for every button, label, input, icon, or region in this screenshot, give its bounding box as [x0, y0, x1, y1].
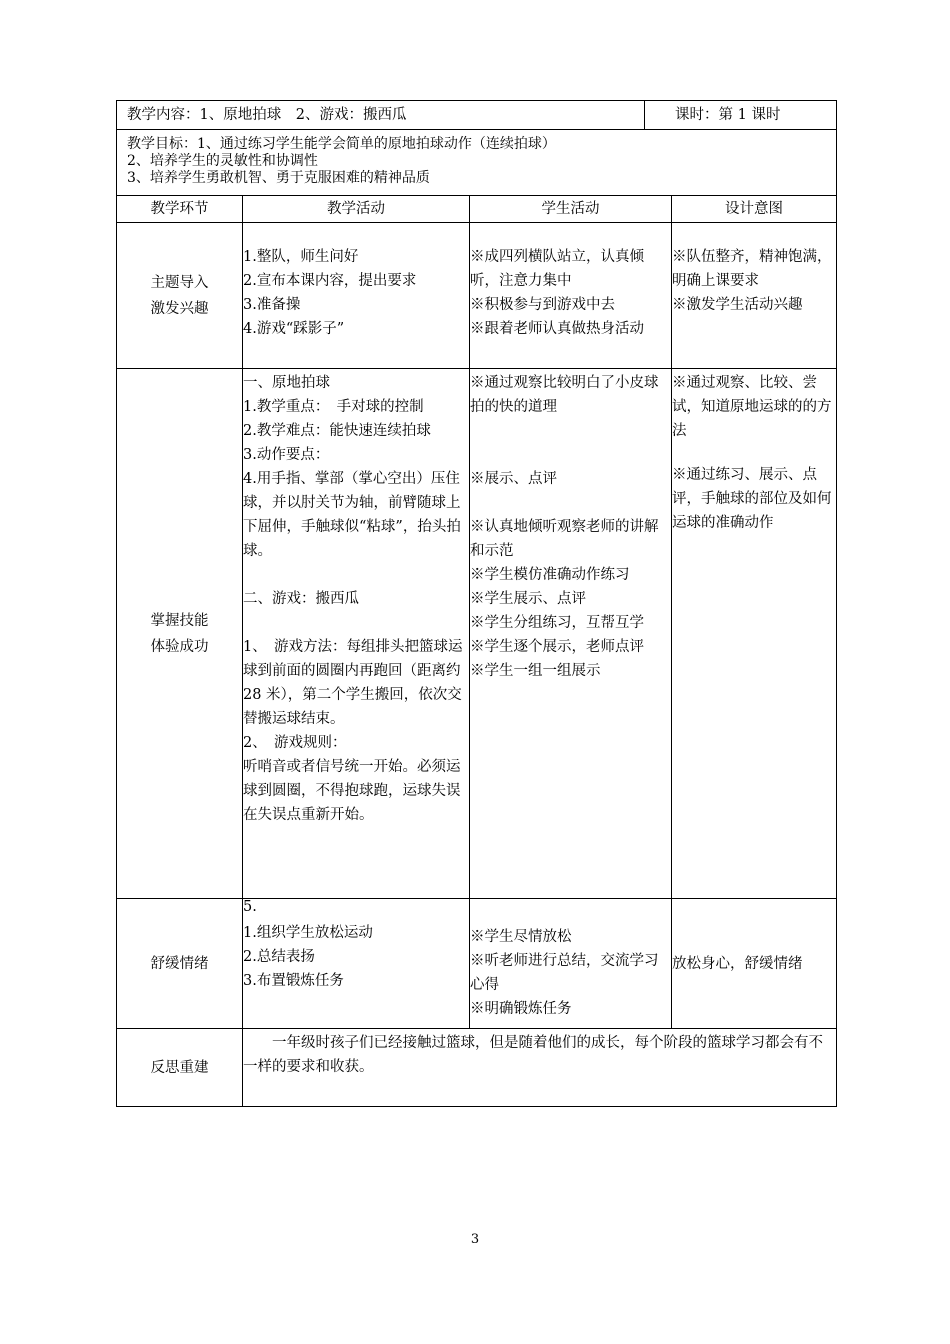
teacher-activities: 5. 1.组织学生放松运动 2.总结表扬 3.布置锻炼任务: [243, 899, 470, 1029]
lesson-content: 教学内容：1、原地拍球 2、游戏：搬西瓜: [117, 101, 645, 130]
section-row: [117, 223, 837, 369]
goals-row: [117, 130, 837, 196]
reflection-row: [117, 1029, 837, 1107]
goal-line: 2、培养学生的灵敏性和协调性: [127, 153, 318, 169]
column-header: 学生活动: [470, 196, 672, 223]
student-activities: ※成四列横队站立，认真倾听，注意力集中 ※积极参与到游戏中去 ※跟着老师认真做热身活动: [470, 223, 672, 369]
goal-line: 3、培养学生勇敢机智、勇于克服困难的精神品质: [127, 170, 430, 186]
column-header: 教学活动: [243, 196, 470, 223]
column-header: 设计意图: [672, 196, 837, 223]
teacher-activities: 一、原地拍球 1.教学重点： 手对球的控制 2.教学难点：能快速连续拍球 3.动作要点： 4.用手指、掌部（掌心空出）压住球，并以肘关节为轴，前臂随球上下屈伸，手触球似“粘球”，抬头拍球。 二、游戏：搬西瓜 1、 游戏方法：每组排头把篮球运球到前面的圆圈内再跑回（距离约 28 米），第二个学生搬回，依次交替搬运球结束。 2、 游戏规则： 听哨音或者信号统一开始。必须运球到圆圈，不得抱球跑，运球失误在失误点重新开始。: [243, 369, 470, 899]
reflection-label: 反思重建: [117, 1029, 243, 1107]
lesson-period: 课时：第 1 课时: [645, 101, 837, 130]
teacher-activities: 1.整队，师生问好 2.宣布本课内容，提出要求 3.准备操 4.游戏“踩影子”: [243, 223, 470, 369]
design-intent: ※队伍整齐，精神饱满，明确上课要求 ※激发学生活动兴趣: [672, 223, 837, 369]
page-number: 3: [470, 1232, 480, 1247]
lesson-plan-table: [116, 100, 837, 1107]
student-activities: ※通过观察比较明白了小皮球拍的快的道理 ※展示、点评 ※认真地倾听观察老师的讲解和示范 ※学生模仿准确动作练习 ※学生展示、点评 ※学生分组练习，互帮互学 ※学生逐个展示，老师点评 ※学生一组一组展示: [470, 369, 672, 899]
goal-line: 教学目标：1、通过练习学生能学会简单的原地拍球动作（连续拍球）: [127, 136, 556, 152]
student-activities: ※学生尽情放松 ※听老师进行总结，交流学习心得 ※明确锻炼任务: [470, 899, 672, 1029]
phase-label: 掌握技能 体验成功: [117, 369, 243, 899]
column-header: 教学环节: [117, 196, 243, 223]
section-row: [117, 369, 837, 899]
teaching-goals: [117, 130, 837, 196]
section-row: [117, 899, 837, 1029]
column-header-row: [117, 196, 837, 223]
header-row: [117, 101, 837, 130]
phase-label: 主题导入 激发兴趣: [117, 223, 243, 369]
reflection-text: 一年级时孩子们已经接触过篮球，但是随着他们的成长，每个阶段的篮球学习都会有不一样的要求和收获。: [243, 1029, 837, 1107]
design-intent: 放松身心，舒缓情绪: [672, 899, 837, 1029]
phase-label: 舒缓情绪: [117, 899, 243, 1029]
design-intent: ※通过观察、比较、尝试，知道原地运球的的方法 ※通过练习、展示、点评，手触球的部位及如何运球的准确动作: [672, 369, 837, 899]
